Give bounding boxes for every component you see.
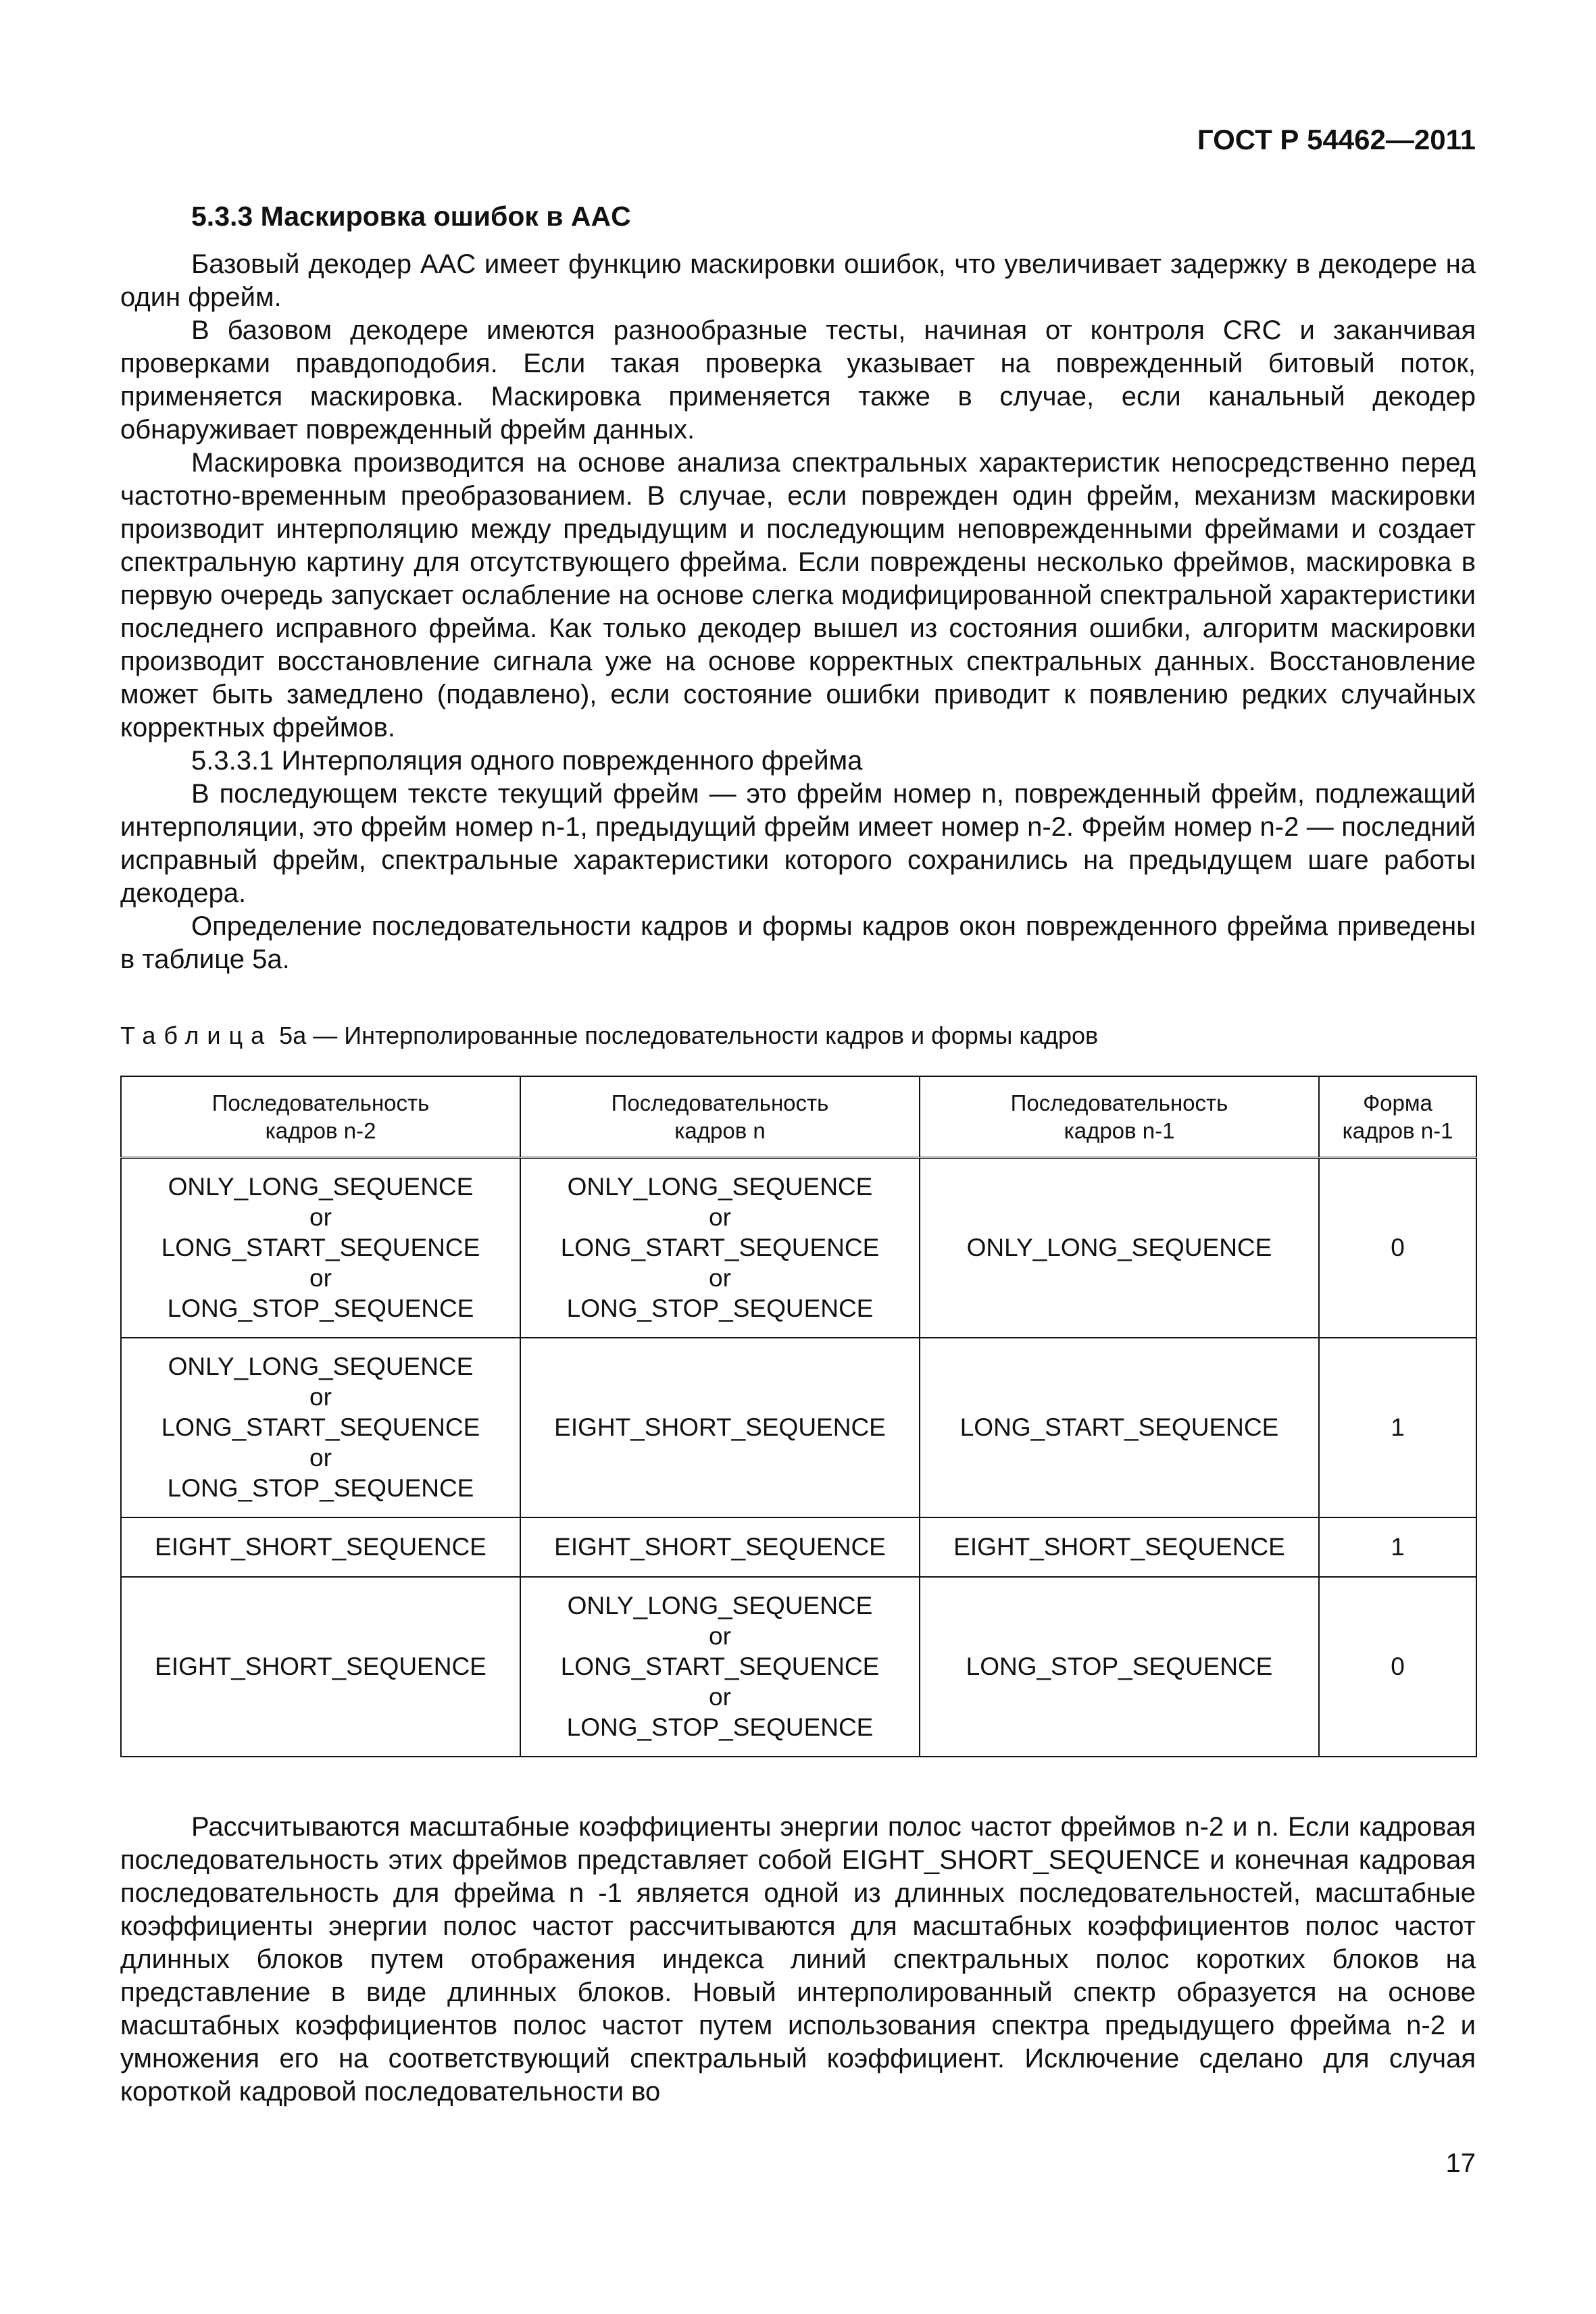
- header-cell: [1319, 1076, 1476, 1158]
- header-line: кадров n: [674, 1118, 766, 1143]
- table-cell: [1319, 1338, 1476, 1517]
- table-5a: [120, 1076, 1477, 1757]
- header-line: Последовательность: [211, 1090, 430, 1115]
- cell-line: 1: [1391, 1533, 1405, 1561]
- cell-line: EIGHT_SHORT_SEQUENCE: [554, 1413, 886, 1441]
- paragraph: Определение последовательности кадров и формы кадров окон поврежденного фрейма приведены в таблице 5а.: [120, 911, 1476, 974]
- header-cell: [920, 1076, 1319, 1158]
- table-cell: [121, 1517, 520, 1577]
- table-cell: [920, 1158, 1319, 1338]
- table-caption: [120, 1022, 1098, 1050]
- cell-line: ONLY_LONG_SEQUENCE: [168, 1173, 474, 1201]
- table-cell: [121, 1577, 520, 1757]
- table-cell: [121, 1158, 520, 1338]
- cell-line: or: [709, 1683, 731, 1711]
- cell-line: EIGHT_SHORT_SEQUENCE: [554, 1533, 886, 1561]
- table-cell: [520, 1577, 920, 1757]
- header-line: Последовательность: [611, 1090, 829, 1115]
- table-caption-label: Таблица: [120, 1022, 273, 1049]
- section-title: 5.3.3 Маскировка ошибок в AAC: [191, 201, 631, 232]
- table-row: [121, 1158, 1476, 1338]
- header-line: кадров n-1: [1342, 1118, 1453, 1143]
- cell-line: LONG_START_SEQUENCE: [560, 1234, 880, 1262]
- table-header-row: [121, 1076, 1476, 1158]
- cell-line: EIGHT_SHORT_SEQUENCE: [953, 1533, 1285, 1561]
- paragraph: Маскировка производится на основе анализа спектральных характеристик непосредственно перед частотно-временным преобразованием. В случае, если поврежден один фрейм, механизм маскировки производит интерполяцию между предыдущим и последующим неповрежденными фреймами и создает спектральную картину для отсутствующего фрейма. Если повреждены несколько фреймов, маскировка в первую очередь запускает ослабление на основе слегка модифицированной спектральной характеристики последнего исправного фрейма. Как только декодер вышел из состояния ошибки, алгоритм маскировки производит восстановление сигнала уже на основе корректных спектральных данных. Восстановление может быть замедлено (подавлено), если состояние ошибки приводит к появлению редких случайных корректных фреймов.: [120, 448, 1476, 743]
- cell-line: EIGHT_SHORT_SEQUENCE: [155, 1533, 487, 1561]
- cell-line: LONG_START_SEQUENCE: [161, 1413, 480, 1441]
- cell-line: ONLY_LONG_SEQUENCE: [567, 1592, 873, 1619]
- cell-line: or: [709, 1203, 731, 1232]
- table-cell: [1319, 1517, 1476, 1577]
- table-row: [121, 1517, 1476, 1577]
- cell-line: LONG_STOP_SEQUENCE: [966, 1653, 1273, 1680]
- table-cell: [520, 1338, 920, 1517]
- cell-line: 1: [1391, 1413, 1405, 1441]
- table-cell: [1319, 1158, 1476, 1338]
- cell-line: or: [309, 1444, 332, 1472]
- table-cell: [520, 1158, 920, 1338]
- header-line: Форма: [1363, 1090, 1432, 1115]
- paragraph: Рассчитываются масштабные коэффициенты энергии полос частот фреймов n-2 и n. Если кадровая последовательность этих фреймов представляет собой EIGHT_SHORT_SEQUENCE и конечная кадровая последовательность для фрейма n -1 является одной из длинных последовательностей, масштабные коэффициенты энергии полос частот рассчитываются для масштабных коэффициентов полос частот длинных блоков путем отображения индекса линий спектральных полос коротких блоков на представление в виде длинных блоков. Новый интерполированный спектр образуется на основе масштабных коэффициентов полос частот путем использования спектра предыдущего фрейма n-2 и умножения его на соответствующий спектральный коэффициент. Исключение сделано для случая короткой кадровой последовательности во: [120, 1812, 1476, 2107]
- cell-line: or: [309, 1383, 332, 1411]
- cell-line: or: [309, 1264, 332, 1292]
- header-line: кадров n-1: [1064, 1118, 1175, 1143]
- table-cell: [520, 1517, 920, 1577]
- subsection-title: 5.3.3.1 Интерполяция одного поврежденного фрейма: [191, 746, 863, 776]
- table-cell: [121, 1338, 520, 1517]
- paragraph: Базовый декодер AAC имеет функцию маскировки ошибок, что увеличивает задержку в декодере на один фрейм.: [120, 249, 1476, 312]
- cell-line: LONG_START_SEQUENCE: [560, 1653, 880, 1680]
- cell-line: 0: [1391, 1653, 1405, 1680]
- cell-line: 0: [1391, 1234, 1405, 1262]
- header-line: кадров n-2: [265, 1118, 376, 1143]
- cell-line: LONG_START_SEQUENCE: [959, 1413, 1279, 1441]
- table-row: [121, 1577, 1476, 1757]
- cell-line: LONG_START_SEQUENCE: [161, 1234, 480, 1262]
- cell-line: EIGHT_SHORT_SEQUENCE: [155, 1653, 487, 1680]
- cell-line: LONG_STOP_SEQUENCE: [566, 1294, 874, 1323]
- header-cell: [520, 1076, 920, 1158]
- table-body: [121, 1158, 1476, 1757]
- cell-line: or: [309, 1203, 332, 1232]
- cell-line: ONLY_LONG_SEQUENCE: [168, 1353, 474, 1380]
- cell-line: LONG_STOP_SEQUENCE: [566, 1713, 874, 1741]
- section-body: [120, 200, 1476, 976]
- cell-line: ONLY_LONG_SEQUENCE: [567, 1173, 873, 1201]
- cell-line: or: [709, 1622, 731, 1650]
- table-cell: [920, 1577, 1319, 1757]
- cell-line: LONG_STOP_SEQUENCE: [167, 1474, 474, 1502]
- table-caption-text: 5а — Интерполированные последовательности кадров и формы кадров: [279, 1022, 1099, 1049]
- table-cell: [1319, 1577, 1476, 1757]
- cell-line: LONG_STOP_SEQUENCE: [167, 1294, 474, 1323]
- table-row: [121, 1338, 1476, 1517]
- header-cell: [121, 1076, 520, 1158]
- paragraph: В базовом декодере имеются разнообразные тесты, начиная от контроля CRC и заканчивая проверками правдоподобия. Если такая проверка указывает на поврежденный битовый поток, применяется маскировка. Маскировка применяется также в случае, если канальный декодер обнаруживает поврежденный фрейм данных.: [120, 316, 1476, 445]
- document-header: ГОСТ Р 54462—2011: [1197, 124, 1476, 155]
- table-cell: [920, 1517, 1319, 1577]
- header-line: Последовательность: [1010, 1090, 1228, 1115]
- cell-line: ONLY_LONG_SEQUENCE: [966, 1234, 1272, 1262]
- page-number: 17: [1445, 2148, 1476, 2178]
- cell-line: or: [709, 1264, 731, 1292]
- paragraph: В последующем тексте текущий фрейм — это фрейм номер n, поврежденный фрейм, подлежащий интерполяции, это фрейм номер n-1, предыдущий фрейм имеет номер n-2. Фрейм номер n-2 — последний исправный фрейм, спектральные характеристики которого сохранились на предыдущем шаге работы декодера.: [120, 779, 1476, 908]
- continuation-text: [120, 1811, 1476, 2109]
- table-cell: [920, 1338, 1319, 1517]
